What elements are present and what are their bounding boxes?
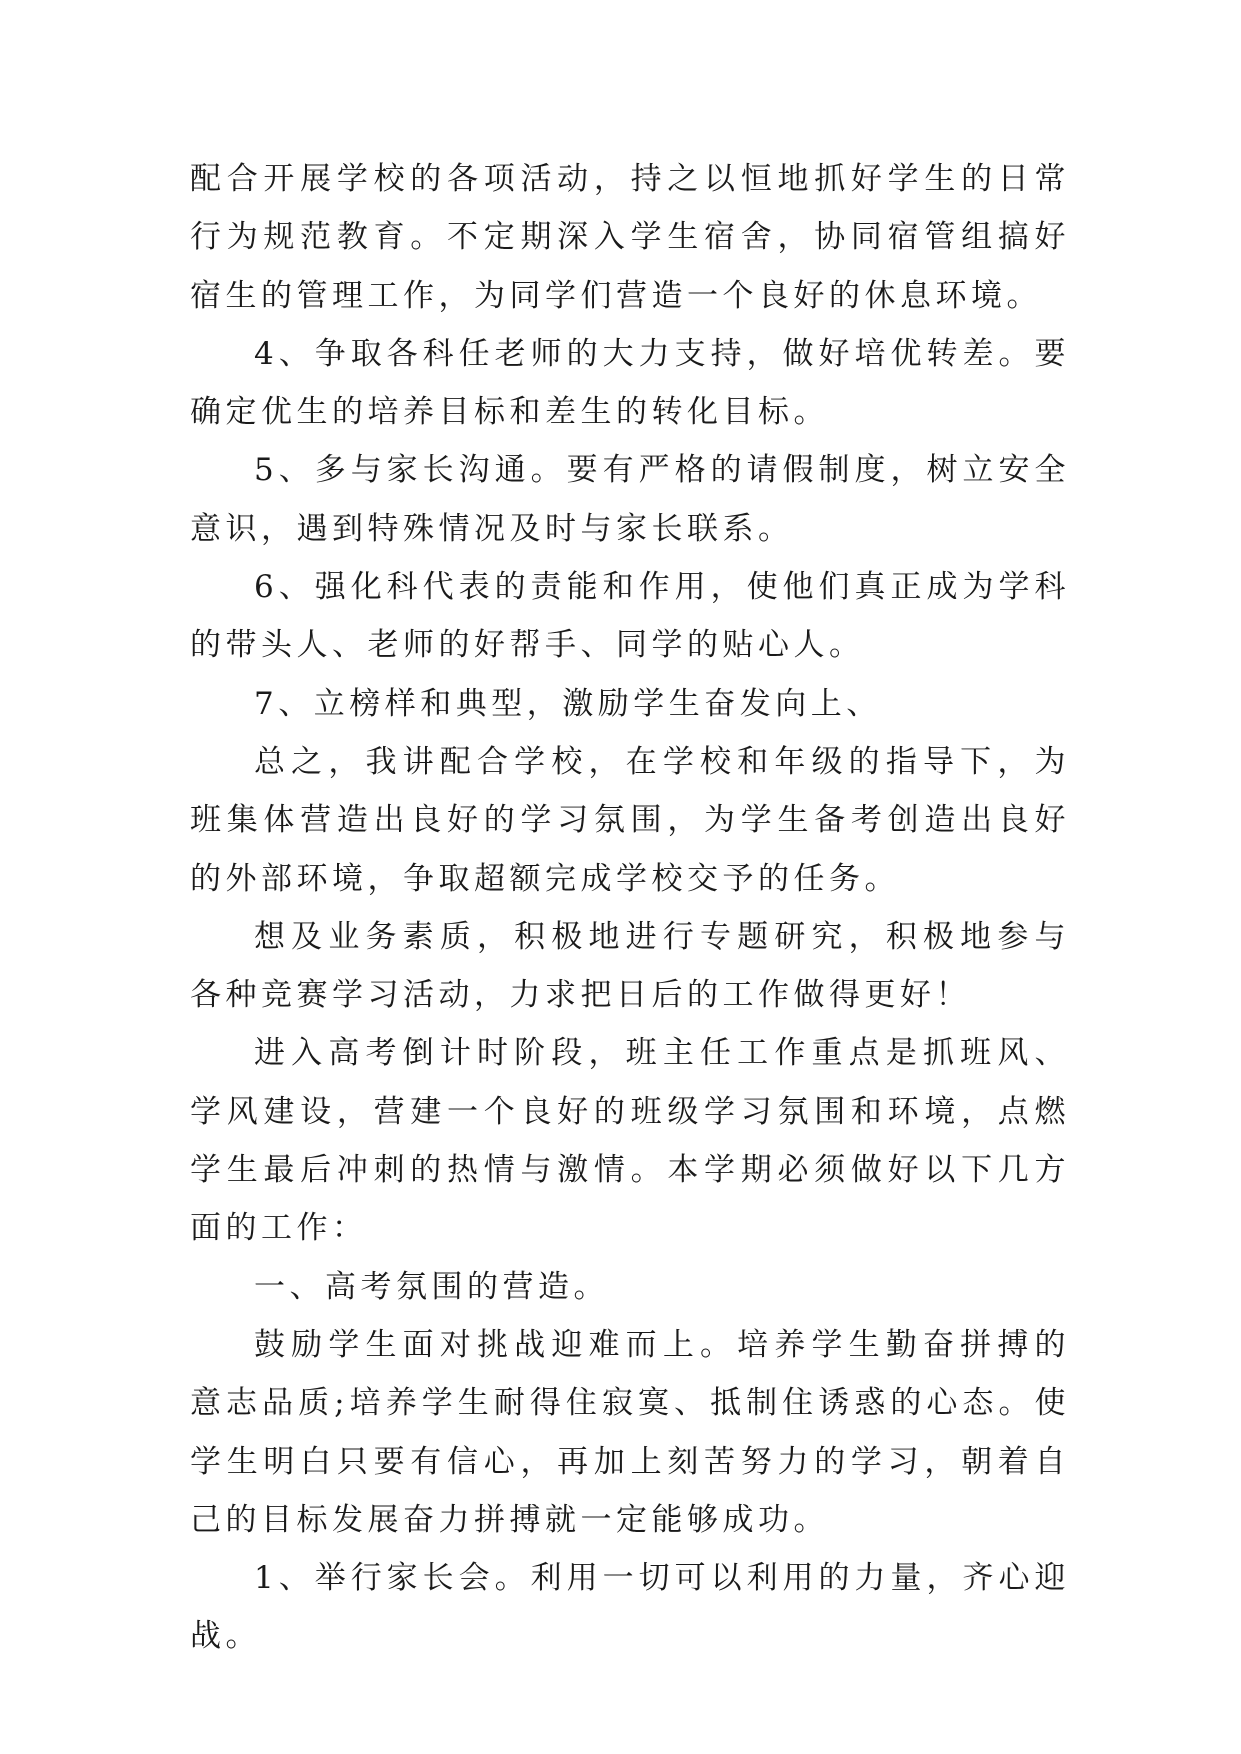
paragraph-4: 6、强化科代表的责能和作用，使他们真正成为学科的带头人、老师的好帮手、同学的贴心人。 xyxy=(190,569,1070,664)
paragraph-6: 总之，我讲配合学校，在学校和年级的指导下，为班集体营造出良好的学习氛围，为学生备考创造出良好的外部环境，争取超额完成学校交予的任务。 xyxy=(190,743,1070,897)
paragraph-10: 鼓励学生面对挑战迎难而上。培养学生勤奋拼搏的意志品质;培养学生耐得住寂寞、抵制住诱惑的心态。使学生明白只要有信心，再加上刻苦努力的学习，朝着自己的目标发展奋力拼搏就一定能够成功。 xyxy=(190,1326,1070,1538)
paragraph-1: 配合开展学校的各项活动，持之以恒地抓好学生的日常行为规范教育。不定期深入学生宿舍，协同宿管组搞好宿生的管理工作，为同学们营造一个良好的休息环境。 xyxy=(190,161,1070,314)
paragraph-2: 4、争取各科任老师的大力支持，做好培优转差。要确定优生的培养目标和差生的转化目标。 xyxy=(190,335,1070,431)
paragraph-7: 想及业务素质，积极地进行专题研究，积极地参与各种竞赛学习活动，力求把日后的工作做得更好！ xyxy=(190,918,1070,1014)
paragraph-8: 进入高考倒计时阶段，班主任工作重点是抓班风、学风建设，营建一个良好的班级学习氛围和环境，点燃学生最后冲刺的热情与激情。本学期必须做好以下几方面的工作： xyxy=(190,1035,1070,1247)
paragraph-3: 5、多与家长沟通。要有严格的请假制度，树立安全意识，遇到特殊情况及时与家长联系。 xyxy=(190,452,1070,547)
paragraph-9: 一、高考氛围的营造。 xyxy=(254,1268,609,1305)
paragraph-11: 1、举行家长会。利用一切可以利用的力量，齐心迎战。 xyxy=(190,1560,1070,1655)
paragraph-5: 7、立榜样和典型，激励学生奋发向上、 xyxy=(254,685,882,722)
document-body xyxy=(190,150,1070,1666)
